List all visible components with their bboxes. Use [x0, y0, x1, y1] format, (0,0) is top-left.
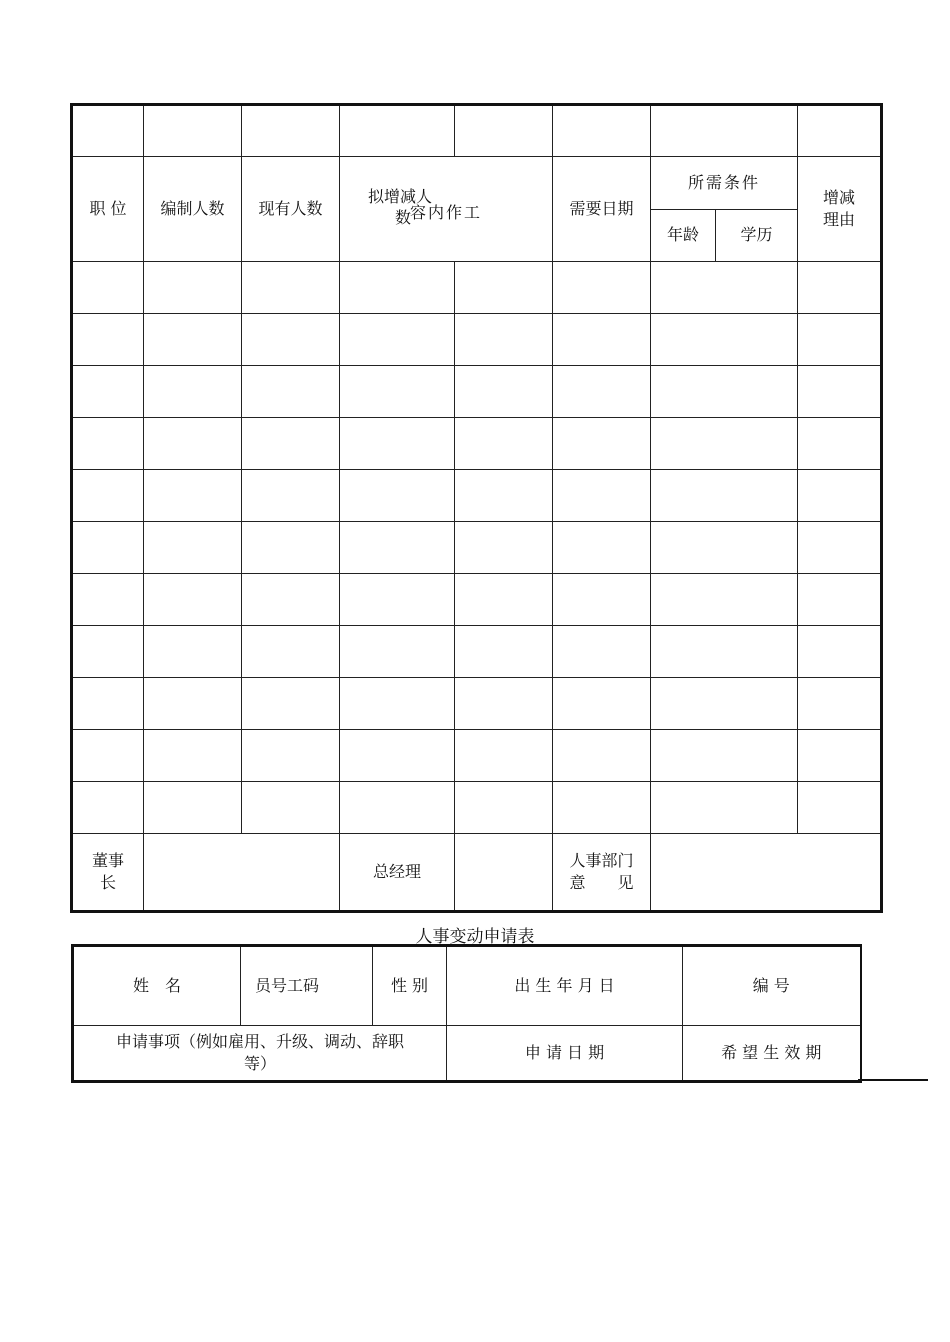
- blank-cell[interactable]: [340, 105, 455, 157]
- table-row: [72, 470, 882, 522]
- blank-cell[interactable]: [455, 105, 553, 157]
- change-request-table: [71, 944, 862, 1083]
- cell[interactable]: [553, 626, 651, 678]
- cell[interactable]: [340, 470, 455, 522]
- cell[interactable]: [798, 626, 882, 678]
- cell[interactable]: [455, 470, 553, 522]
- cell[interactable]: [242, 522, 340, 574]
- cell[interactable]: [340, 730, 455, 782]
- label-apply-date: 申 请 日 期: [447, 1026, 683, 1082]
- blank-cell[interactable]: [798, 105, 882, 157]
- cell[interactable]: [144, 470, 242, 522]
- cell[interactable]: [798, 314, 882, 366]
- header-education: 学历: [716, 209, 798, 262]
- cell[interactable]: [651, 366, 798, 418]
- chairman-signature-field[interactable]: [144, 834, 340, 912]
- header-age: 年龄: [651, 209, 716, 262]
- header-change-and-work: [340, 157, 553, 262]
- label-chairman: [72, 834, 144, 912]
- cell[interactable]: [72, 574, 144, 626]
- change-form-title: 人事变动申请表: [415, 927, 535, 947]
- cell[interactable]: [455, 626, 553, 678]
- cell[interactable]: [242, 418, 340, 470]
- cell[interactable]: [553, 418, 651, 470]
- header-position: 职 位: [72, 157, 144, 262]
- cell[interactable]: [72, 418, 144, 470]
- cell[interactable]: [340, 626, 455, 678]
- cell[interactable]: [553, 262, 651, 314]
- table-row: [72, 730, 882, 782]
- header-row-top: [72, 157, 882, 210]
- table-row: [72, 574, 882, 626]
- cell[interactable]: [144, 574, 242, 626]
- header-need-date: 需要日期: [553, 157, 651, 262]
- cell[interactable]: [340, 678, 455, 730]
- cell[interactable]: [144, 730, 242, 782]
- cell[interactable]: [242, 574, 340, 626]
- label-effective-date: 希 望 生 效 期: [683, 1026, 861, 1082]
- cell[interactable]: [455, 522, 553, 574]
- label-chairman-line1: 董事: [91, 851, 124, 871]
- signature-row: [72, 834, 882, 912]
- table-row: [72, 678, 882, 730]
- header-reason-line2: 理由: [822, 210, 855, 229]
- header-reason-line1: 增减: [822, 188, 855, 208]
- cell[interactable]: [72, 626, 144, 678]
- cell[interactable]: [340, 366, 455, 418]
- blank-cell[interactable]: [651, 105, 798, 157]
- cell[interactable]: [144, 418, 242, 470]
- label-request-item-line1: 申请事项（例如雇用、升级、调动、辞职: [115, 1032, 404, 1052]
- cell[interactable]: [72, 782, 144, 834]
- cell[interactable]: [72, 678, 144, 730]
- cell[interactable]: [651, 730, 798, 782]
- cell[interactable]: [553, 314, 651, 366]
- cell[interactable]: [651, 782, 798, 834]
- cell[interactable]: [340, 314, 455, 366]
- change-detail-row: [73, 1026, 861, 1082]
- cell[interactable]: [651, 314, 798, 366]
- gm-signature-field[interactable]: [455, 834, 553, 912]
- label-general-manager: 总经理: [340, 834, 455, 912]
- cell[interactable]: [242, 314, 340, 366]
- cell[interactable]: [340, 522, 455, 574]
- cell[interactable]: [651, 262, 798, 314]
- cell[interactable]: [455, 678, 553, 730]
- cell[interactable]: [72, 730, 144, 782]
- cell[interactable]: [553, 782, 651, 834]
- cell[interactable]: [651, 574, 798, 626]
- cell[interactable]: [798, 418, 882, 470]
- label-gender: 性 别: [373, 946, 447, 1026]
- cell[interactable]: [242, 730, 340, 782]
- cell[interactable]: [242, 262, 340, 314]
- cell[interactable]: [144, 314, 242, 366]
- cell[interactable]: [553, 366, 651, 418]
- cell[interactable]: [242, 366, 340, 418]
- table-row: [72, 522, 882, 574]
- hr-opinion-field[interactable]: [651, 834, 882, 912]
- cell[interactable]: [455, 782, 553, 834]
- cell[interactable]: [455, 730, 553, 782]
- table-row: [72, 314, 882, 366]
- blank-cell[interactable]: [553, 105, 651, 157]
- cell[interactable]: [340, 782, 455, 834]
- cell[interactable]: [72, 522, 144, 574]
- cell[interactable]: [651, 522, 798, 574]
- cell[interactable]: [455, 366, 553, 418]
- label-hr-line1: 人事部门: [569, 851, 634, 871]
- header-change-count: 拟增减人: [367, 187, 432, 206]
- cell[interactable]: [242, 626, 340, 678]
- cell[interactable]: [455, 574, 553, 626]
- label-chairman-line2: 长: [99, 873, 116, 892]
- cell[interactable]: [651, 470, 798, 522]
- cell[interactable]: [553, 470, 651, 522]
- cell[interactable]: [798, 262, 882, 314]
- cell[interactable]: [798, 574, 882, 626]
- label-hr-opinion: [553, 834, 651, 912]
- label-request-item: [73, 1026, 447, 1082]
- header-quota: 编制人数: [144, 157, 242, 262]
- cell[interactable]: [553, 574, 651, 626]
- staffing-table: [70, 103, 883, 913]
- label-serial-no: 编 号: [683, 946, 861, 1026]
- cell[interactable]: [340, 574, 455, 626]
- table-row: [72, 418, 882, 470]
- change-header-row: [73, 946, 861, 1026]
- cell[interactable]: [144, 678, 242, 730]
- cell[interactable]: [651, 418, 798, 470]
- cell[interactable]: [455, 418, 553, 470]
- cell[interactable]: [144, 626, 242, 678]
- header-work-content: 容内作工: [410, 203, 483, 222]
- cell[interactable]: [553, 730, 651, 782]
- trailing-border-line: [858, 1079, 928, 1081]
- cell[interactable]: [144, 522, 242, 574]
- header-reason: [798, 157, 882, 262]
- header-requirements: 所需条件: [651, 157, 798, 210]
- cell[interactable]: [455, 262, 553, 314]
- cell[interactable]: [72, 314, 144, 366]
- table-row: [72, 626, 882, 678]
- cell[interactable]: [72, 470, 144, 522]
- cell[interactable]: [553, 678, 651, 730]
- table-row: [72, 262, 882, 314]
- cell[interactable]: [72, 366, 144, 418]
- label-employee-no: 员号工码: [241, 946, 373, 1026]
- cell[interactable]: [242, 678, 340, 730]
- label-birth-date: 出 生 年 月 日: [447, 946, 683, 1026]
- header-current: 现有人数: [242, 157, 340, 262]
- cell[interactable]: [798, 522, 882, 574]
- blank-cell[interactable]: [242, 105, 340, 157]
- cell[interactable]: [455, 314, 553, 366]
- header-change-count-2: 数: [394, 207, 411, 227]
- cell[interactable]: [144, 262, 242, 314]
- table-row: [72, 782, 882, 834]
- cell[interactable]: [340, 418, 455, 470]
- cell[interactable]: [242, 782, 340, 834]
- cell[interactable]: [340, 262, 455, 314]
- label-name: 姓 名: [73, 946, 241, 1026]
- cell[interactable]: [798, 730, 882, 782]
- cell[interactable]: [798, 678, 882, 730]
- cell[interactable]: [651, 626, 798, 678]
- table-row: [72, 366, 882, 418]
- cell[interactable]: [144, 366, 242, 418]
- cell[interactable]: [144, 782, 242, 834]
- label-request-item-line2: 等）: [243, 1054, 276, 1073]
- cell[interactable]: [553, 522, 651, 574]
- cell[interactable]: [798, 782, 882, 834]
- blank-cell[interactable]: [72, 105, 144, 157]
- label-hr-line2: 意 见: [569, 873, 634, 892]
- top-blank-row: [72, 105, 882, 157]
- cell[interactable]: [651, 678, 798, 730]
- cell[interactable]: [72, 262, 144, 314]
- blank-cell[interactable]: [144, 105, 242, 157]
- cell[interactable]: [242, 470, 340, 522]
- cell[interactable]: [798, 366, 882, 418]
- cell[interactable]: [798, 470, 882, 522]
